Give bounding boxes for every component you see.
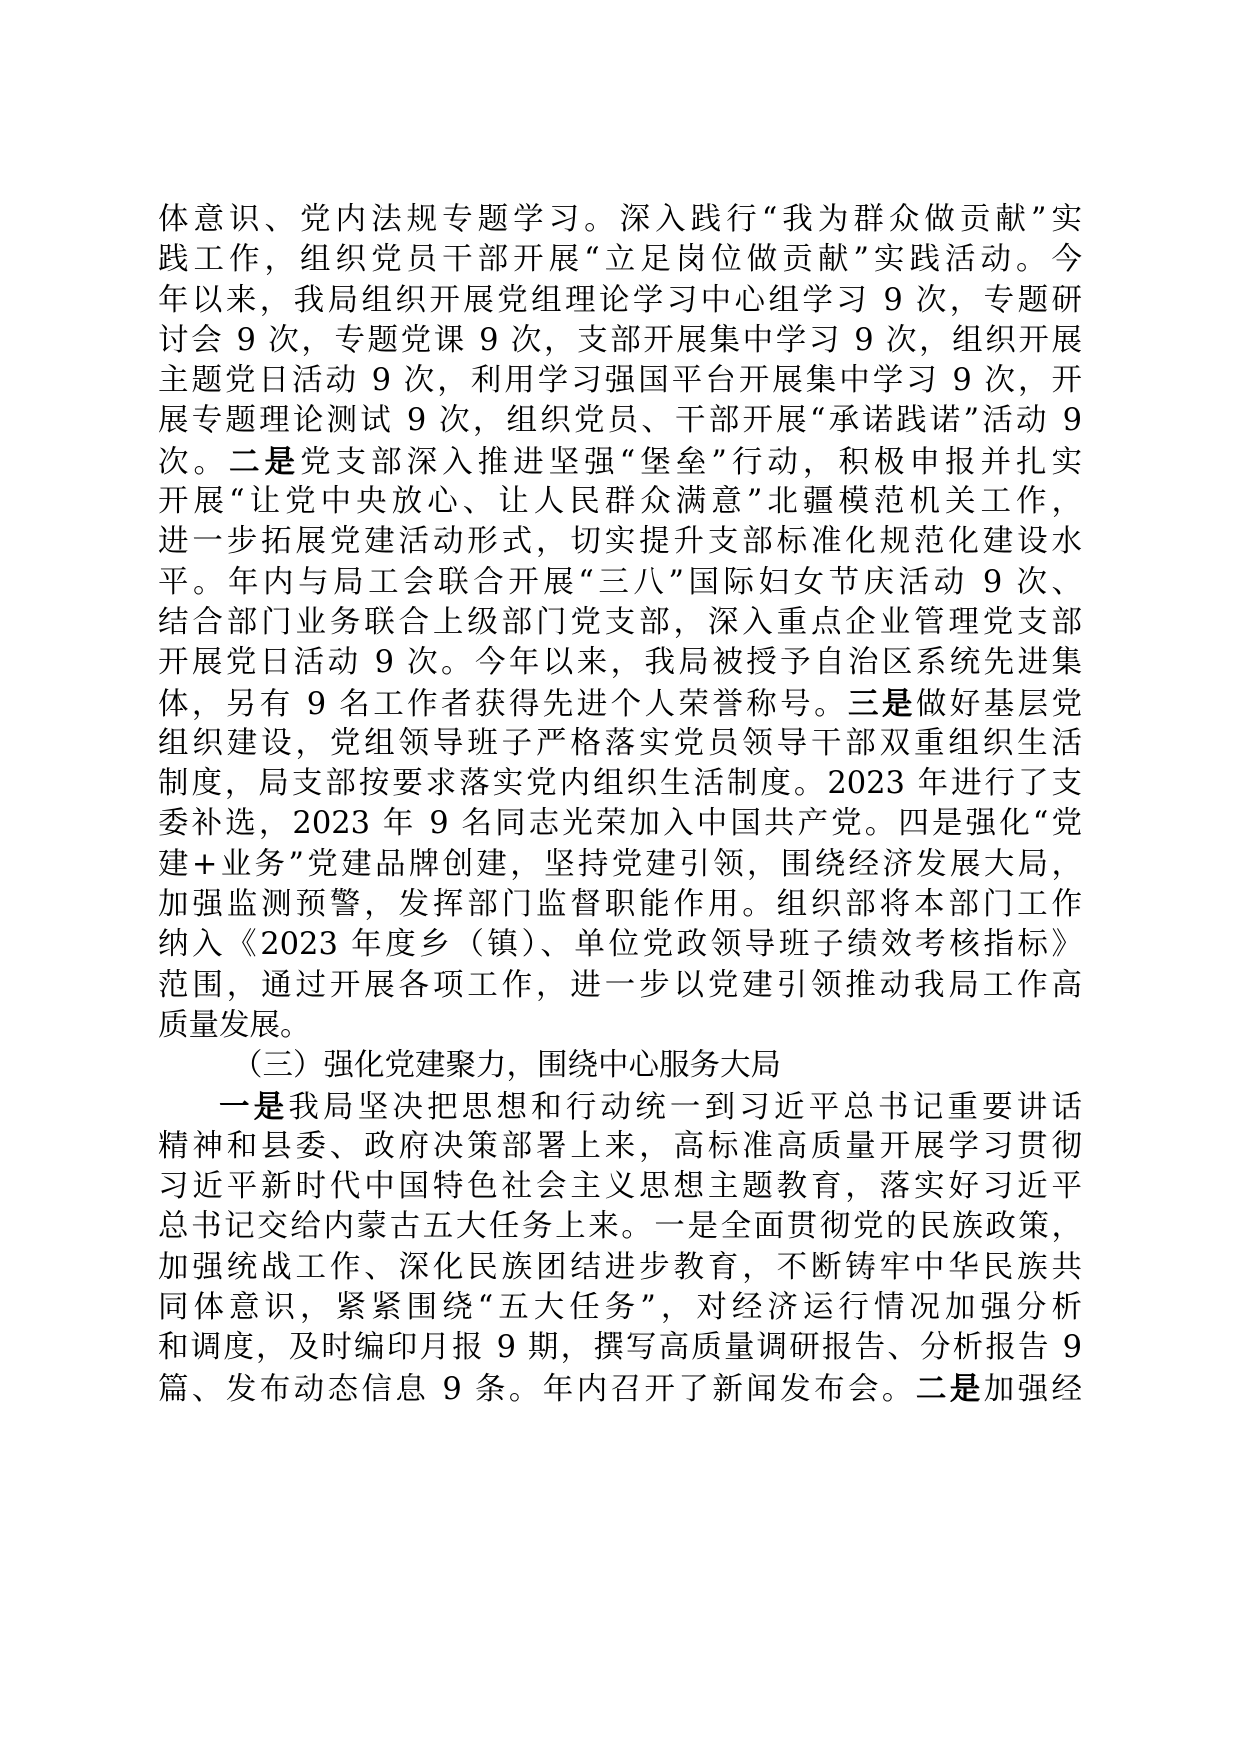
section-heading	[158, 1046, 1082, 1086]
text-line	[158, 1369, 1082, 1409]
text-run: 篇、发布动态信息 9 条。年内召开了新闻发布会。	[158, 1371, 916, 1407]
text-run: 和调度，及时编印月报 9 期，撰写高质量调研报告、分析报告 9	[158, 1330, 1082, 1366]
text-run: 开展党日活动 9 次。今年以来，我局被授予自治区系统先进集	[158, 645, 1082, 681]
text-line	[158, 200, 1082, 240]
text-run: 党支部深入推进坚强“堡垒”行动，积极申报并扎实	[300, 444, 1083, 480]
text-run: 次。	[158, 444, 230, 480]
text-run: 做好基层党	[915, 686, 1083, 722]
text-run: 加强监测预警，发挥部门监督职能作用。组织部将本部门工作	[158, 887, 1082, 923]
text-line	[158, 1288, 1082, 1328]
text-run: 范围，通过开展各项工作，进一步以党建引领推动我局工作高	[158, 967, 1082, 1003]
text-line	[158, 321, 1082, 361]
text-line	[158, 885, 1082, 925]
text-run: 践工作，组织党员干部开展“立足岗位做贡献”实践活动。今	[158, 242, 1082, 278]
text-line	[158, 724, 1082, 764]
text-line	[158, 643, 1082, 683]
text-line	[158, 925, 1082, 965]
text-line	[158, 240, 1082, 280]
text-run: 纳入《2023 年度乡（镇）、单位党政领导班子绩效考核指标》	[158, 927, 1082, 963]
text-line	[158, 1167, 1082, 1207]
bold-marker: 一是	[219, 1088, 289, 1125]
text-line	[158, 1127, 1082, 1167]
document-body	[158, 200, 1082, 1409]
bold-marker: 二是	[915, 1370, 984, 1407]
text-run: 精神和县委、政府决策部署上来，高标准高质量开展学习贯彻	[158, 1128, 1082, 1164]
text-line	[158, 563, 1082, 603]
text-line	[158, 1006, 1082, 1046]
text-line	[158, 764, 1082, 804]
text-run: 组织建设，党组领导班子严格落实党员领导干部双重组织生活	[158, 725, 1082, 761]
text-line	[158, 684, 1082, 724]
text-run: 质量发展。	[158, 1007, 311, 1043]
text-run: 主题党日活动 9 次，利用学习强国平台开展集中学习 9 次，开	[158, 363, 1082, 399]
text-run: 体意识、党内法规专题学习。深入践行“我为群众做贡献”实	[158, 202, 1082, 237]
text-line	[158, 1207, 1082, 1247]
text-run: （三）强化党建聚力，围绕中心服务大局	[232, 1048, 781, 1084]
text-run: 委补选，2023 年 9 名同志光荣加入中国共产党。四是强化“党	[158, 806, 1082, 842]
text-line	[158, 966, 1082, 1006]
text-line	[158, 1248, 1082, 1288]
text-run: 加强统战工作、深化民族团结进步教育，不断铸牢中华民族共	[158, 1249, 1082, 1285]
text-run: 习近平新时代中国特色社会主义思想主题教育，落实好习近平	[158, 1169, 1082, 1205]
text-run: 我局坚决把思想和行动统一到习近平总书记重要讲话	[288, 1089, 1082, 1125]
text-line	[158, 603, 1082, 643]
text-run: 体，另有 9 名工作者获得先进个人荣誉称号。	[158, 686, 849, 722]
text-line	[158, 361, 1082, 401]
text-run: 加强经	[983, 1371, 1083, 1407]
text-run: 平。年内与局工会联合开展“三八”国际妇女节庆活动 9 次、	[158, 564, 1082, 600]
text-line	[158, 1328, 1082, 1368]
text-line	[158, 401, 1082, 441]
text-run: 建+业务”党建品牌创建，坚持党建引领，围绕经济发展大局，	[158, 846, 1082, 882]
text-run: 展专题理论测试 9 次，组织党员、干部开展“承诺践诺”活动 9	[158, 403, 1082, 439]
text-line	[158, 482, 1082, 522]
text-run: 年以来，我局组织开展党组理论学习中心组学习 9 次，专题研	[158, 282, 1082, 318]
text-line	[158, 522, 1082, 562]
bold-marker: 三是	[848, 685, 916, 722]
text-run: 同体意识，紧紧围绕“五大任务”，对经济运行情况加强分析	[158, 1290, 1082, 1326]
bold-marker: 二是	[229, 443, 301, 480]
text-run: 开展“让党中央放心、让人民群众满意”北疆模范机关工作，	[158, 484, 1082, 520]
text-line	[158, 442, 1082, 482]
text-run: 制度，局支部按要求落实党内组织生活制度。2023 年进行了支	[158, 766, 1082, 802]
text-run: 进一步拓展党建活动形式，切实提升支部标准化规范化建设水	[158, 524, 1082, 560]
text-run: 结合部门业务联合上级部门党支部，深入重点企业管理党支部	[158, 604, 1082, 640]
text-line	[158, 845, 1082, 885]
text-line	[158, 281, 1082, 321]
text-run: 总书记交给内蒙古五大任务上来。一是全面贯彻党的民族政策，	[158, 1209, 1082, 1245]
text-line	[158, 1087, 1082, 1127]
text-run: 讨会 9 次，专题党课 9 次，支部开展集中学习 9 次，组织开展	[158, 322, 1082, 358]
text-line	[158, 804, 1082, 844]
